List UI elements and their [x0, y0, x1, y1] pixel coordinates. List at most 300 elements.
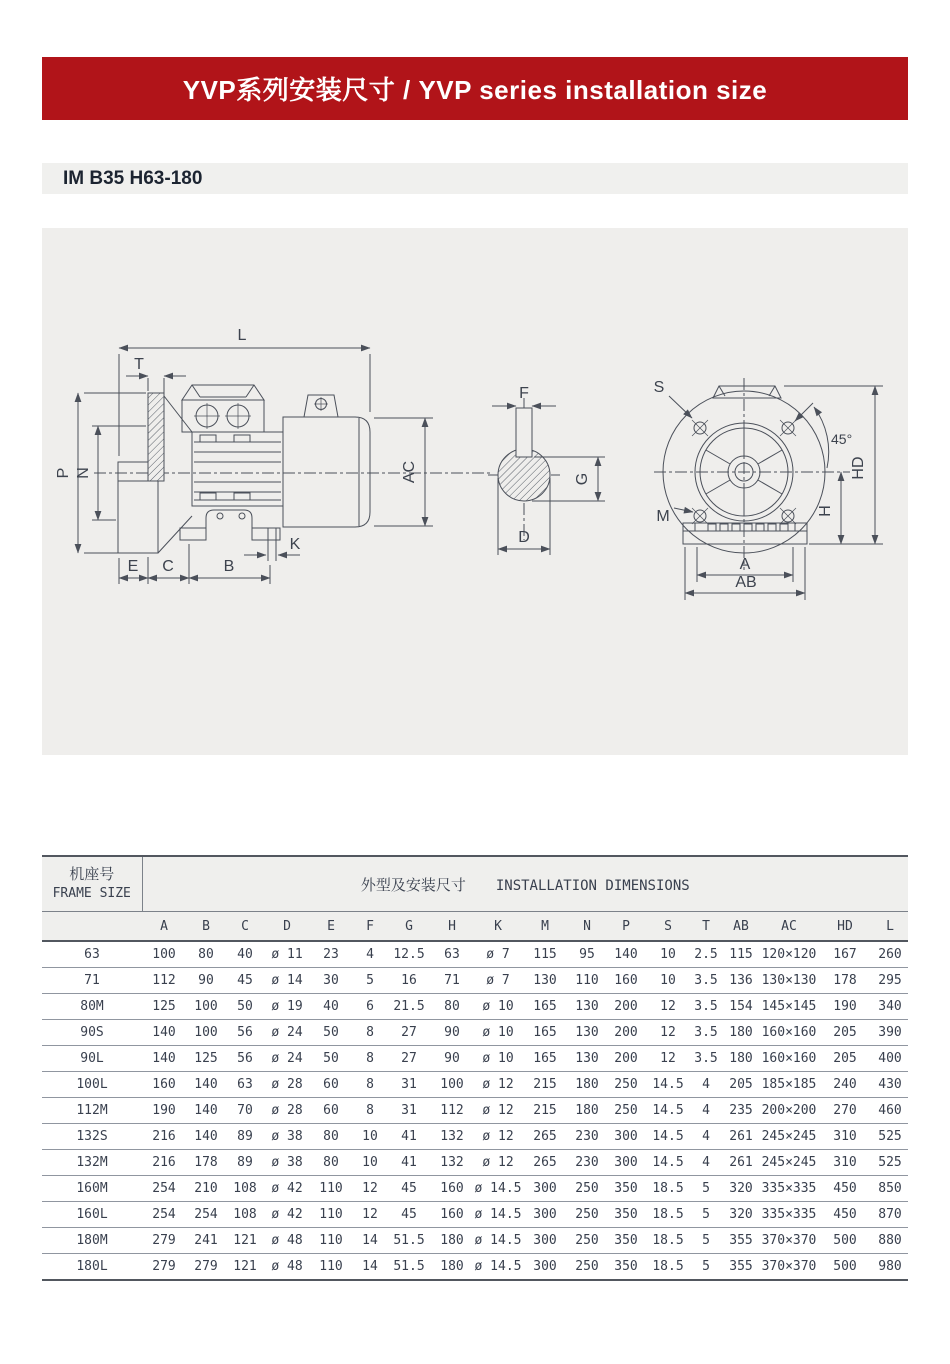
dimension-cell: 125: [142, 994, 186, 1020]
dimension-cell: 8: [352, 1046, 388, 1072]
shaft: [118, 462, 148, 481]
dim-label-a: A: [739, 556, 751, 573]
dimension-cell: 130: [568, 1020, 606, 1046]
frame-size-cell: 71: [42, 968, 142, 994]
dimension-cell: 190: [818, 994, 872, 1020]
table-body: [42, 941, 908, 1280]
dimension-cell: 90: [430, 1020, 474, 1046]
dimension-cell: 23: [310, 941, 352, 968]
column-header-k: K: [474, 912, 522, 942]
dimension-cell: 261: [722, 1150, 760, 1176]
dimension-cell: ø 28: [264, 1072, 310, 1098]
dimension-cell: 160: [142, 1072, 186, 1098]
dimension-cell: 310: [818, 1150, 872, 1176]
dimension-cell: 12: [646, 1020, 690, 1046]
dimension-cell: 165: [522, 994, 568, 1020]
dim-label-hd: HD: [850, 456, 867, 480]
dimension-cell: 230: [568, 1124, 606, 1150]
dimension-cell: 110: [310, 1254, 352, 1281]
dimension-cell: 190: [142, 1098, 186, 1124]
dimension-cell: 350: [606, 1176, 646, 1202]
dimension-cell: 260: [872, 941, 908, 968]
column-letters-row: [42, 912, 908, 942]
dimension-cell: 80: [310, 1150, 352, 1176]
dim-label-p: P: [55, 467, 72, 479]
dimension-cell: ø 42: [264, 1202, 310, 1228]
dimension-cell: ø 12: [474, 1150, 522, 1176]
dimension-cell: ø 11: [264, 941, 310, 968]
dimension-cell: 241: [186, 1228, 226, 1254]
dimension-cell: 18.5: [646, 1202, 690, 1228]
table-row: [42, 1124, 908, 1150]
dimension-cell: 370×370: [760, 1228, 818, 1254]
frame-size-spacer: [42, 912, 142, 942]
dimension-cell: ø 19: [264, 994, 310, 1020]
dimension-cell: 5: [690, 1176, 722, 1202]
dimension-cell: 112: [142, 968, 186, 994]
dimension-cell: 350: [606, 1254, 646, 1281]
column-header-l: L: [872, 912, 908, 942]
dimension-cell: 6: [352, 994, 388, 1020]
dimension-cell: 21.5: [388, 994, 430, 1020]
dimension-cell: 60: [310, 1098, 352, 1124]
column-header-ab: AB: [722, 912, 760, 942]
column-header-e: E: [310, 912, 352, 942]
dimension-cell: 165: [522, 1046, 568, 1072]
front-view: [654, 378, 883, 600]
dimension-cell: 200×200: [760, 1098, 818, 1124]
dimension-cell: 265: [522, 1124, 568, 1150]
dimension-cell: 880: [872, 1228, 908, 1254]
dimension-cell: 450: [818, 1176, 872, 1202]
dimension-cell: 300: [522, 1254, 568, 1281]
dimension-cell: 16: [388, 968, 430, 994]
table-row: [42, 1150, 908, 1176]
dimension-cell: 63: [226, 1072, 264, 1098]
dimension-cell: 12: [352, 1202, 388, 1228]
dimension-cell: 51.5: [388, 1254, 430, 1281]
dimension-cell: 140: [142, 1020, 186, 1046]
table-row: [42, 1254, 908, 1281]
dimension-cell: 160×160: [760, 1020, 818, 1046]
column-header-c: C: [226, 912, 264, 942]
dimension-cell: 115: [722, 941, 760, 968]
dimension-cell: 185×185: [760, 1072, 818, 1098]
column-header-s: S: [646, 912, 690, 942]
dimension-cell: 145×145: [760, 994, 818, 1020]
dimension-cell: 80: [430, 994, 474, 1020]
dimension-cell: ø 10: [474, 994, 522, 1020]
dimension-cell: 178: [818, 968, 872, 994]
dimension-cell: 130: [568, 1046, 606, 1072]
dimension-cell: 4: [352, 941, 388, 968]
column-header-a: A: [142, 912, 186, 942]
dimension-cell: 200: [606, 1020, 646, 1046]
dimension-cell: 165: [522, 1020, 568, 1046]
dimension-cell: 180: [722, 1020, 760, 1046]
dimension-cell: 4: [690, 1124, 722, 1150]
column-header-h: H: [430, 912, 474, 942]
dim-label-d: D: [518, 529, 530, 546]
page-title: YVP系列安装尺寸 / YVP series installation size: [182, 75, 768, 105]
dim-label-n: N: [75, 467, 92, 479]
dimension-cell: ø 14.5: [474, 1202, 522, 1228]
dimension-cell: 215: [522, 1098, 568, 1124]
dimension-cell: 160: [430, 1202, 474, 1228]
dim-label-s: S: [653, 379, 665, 396]
dimension-cell: 850: [872, 1176, 908, 1202]
dimension-cell: 89: [226, 1150, 264, 1176]
dimension-cell: 100: [186, 994, 226, 1020]
column-header-p: P: [606, 912, 646, 942]
front-foot: [180, 528, 206, 540]
table-row: [42, 968, 908, 994]
frame-size-cell: 100L: [42, 1072, 142, 1098]
dimension-cell: 350: [606, 1228, 646, 1254]
dimension-cell: 200: [606, 1046, 646, 1072]
dimension-cell: 80: [186, 941, 226, 968]
frame-size-cell: 63: [42, 941, 142, 968]
dimension-cell: 4: [690, 1098, 722, 1124]
dimension-cell: 525: [872, 1150, 908, 1176]
dimension-cell: 180: [722, 1046, 760, 1072]
dimension-cell: 4: [690, 1072, 722, 1098]
dimension-cell: 18.5: [646, 1176, 690, 1202]
dimension-cell: ø 14.5: [474, 1228, 522, 1254]
frame-size-header-zh: 机座号: [69, 866, 115, 883]
dimension-cell: ø 14.5: [474, 1176, 522, 1202]
dimension-cell: 3.5: [690, 968, 722, 994]
page-title-banner: [42, 57, 908, 120]
dimension-cell: 10: [646, 941, 690, 968]
dimension-cell: 279: [142, 1228, 186, 1254]
dimension-cell: 240: [818, 1072, 872, 1098]
dimension-cell: 5: [690, 1228, 722, 1254]
dimension-cell: 27: [388, 1046, 430, 1072]
dimension-cell: 254: [142, 1202, 186, 1228]
dimension-cell: 160: [430, 1176, 474, 1202]
dimension-cell: 110: [310, 1202, 352, 1228]
dimension-cell: 250: [606, 1072, 646, 1098]
dimension-cell: 140: [186, 1072, 226, 1098]
dim-label-e: E: [127, 558, 139, 575]
dimension-cell: 10: [646, 968, 690, 994]
dimension-cell: 140: [142, 1046, 186, 1072]
frame-size-cell: 180L: [42, 1254, 142, 1281]
side-view: [55, 327, 490, 584]
dimensions-header-en: INSTALLATION DIMENSIONS: [495, 877, 690, 894]
dimension-cell: 100: [186, 1020, 226, 1046]
dimension-cell: 140: [606, 941, 646, 968]
dimensions-table: [42, 855, 908, 1281]
dimension-cell: 279: [142, 1254, 186, 1281]
column-header-b: B: [186, 912, 226, 942]
dimension-cell: 14.5: [646, 1124, 690, 1150]
dimension-cell: ø 12: [474, 1124, 522, 1150]
dimension-cell: 400: [872, 1046, 908, 1072]
dimension-cell: 45: [226, 968, 264, 994]
dimension-cell: 279: [186, 1254, 226, 1281]
dim-label-f: F: [519, 385, 529, 402]
dim-label-c: C: [162, 558, 174, 575]
dimension-cell: 310: [818, 1124, 872, 1150]
dimension-cell: 245×245: [760, 1150, 818, 1176]
dimension-cell: 250: [606, 1098, 646, 1124]
dimension-cell: 300: [522, 1176, 568, 1202]
dim-label-angle: 45°: [831, 431, 853, 447]
dimension-cell: 112: [430, 1098, 474, 1124]
dim-label-g: G: [574, 472, 591, 486]
frame-size-cell: 132S: [42, 1124, 142, 1150]
dimension-cell: 115: [522, 941, 568, 968]
dimension-cell: 430: [872, 1072, 908, 1098]
dimension-cell: 30: [310, 968, 352, 994]
dimension-cell: 8: [352, 1072, 388, 1098]
dimension-cell: ø 12: [474, 1072, 522, 1098]
dimension-cell: 31: [388, 1098, 430, 1124]
dimension-cell: 167: [818, 941, 872, 968]
frame-size-cell: 160L: [42, 1202, 142, 1228]
dimension-cell: 31: [388, 1072, 430, 1098]
dimension-cell: 390: [872, 1020, 908, 1046]
dimension-cell: 320: [722, 1202, 760, 1228]
dimensions-header-zh: 外型及安装尺寸: [360, 876, 466, 894]
table-row: [42, 1176, 908, 1202]
dimension-cell: 320: [722, 1176, 760, 1202]
dimension-cell: 210: [186, 1176, 226, 1202]
column-header-hd: HD: [818, 912, 872, 942]
frame-size-cell: 160M: [42, 1176, 142, 1202]
dimension-cell: 8: [352, 1098, 388, 1124]
dimension-cell: 110: [310, 1176, 352, 1202]
dimension-cell: 216: [142, 1124, 186, 1150]
dimension-cell: 3.5: [690, 1046, 722, 1072]
terminal-box-front: [713, 386, 781, 398]
dimension-cell: 5: [690, 1202, 722, 1228]
dimension-cell: 12: [646, 1046, 690, 1072]
dimension-cell: 340: [872, 994, 908, 1020]
dim-label-ac: AC: [401, 460, 418, 484]
dimensions-header: [142, 856, 908, 912]
table-row: [42, 1098, 908, 1124]
dimension-cell: ø 38: [264, 1124, 310, 1150]
dimension-cell: 335×335: [760, 1176, 818, 1202]
dimension-cell: ø 14: [264, 968, 310, 994]
dimension-cell: 132: [430, 1150, 474, 1176]
table-row: [42, 1020, 908, 1046]
dimension-cell: 14: [352, 1228, 388, 1254]
dimension-cell: 130: [522, 968, 568, 994]
dimension-cell: 250: [568, 1176, 606, 1202]
dimension-cell: 250: [568, 1228, 606, 1254]
dim-label-b: B: [223, 558, 235, 575]
dimension-cell: 140: [186, 1124, 226, 1150]
dimension-cell: ø 48: [264, 1254, 310, 1281]
dimension-cell: 180: [430, 1228, 474, 1254]
motor-body: [192, 432, 283, 506]
column-header-n: N: [568, 912, 606, 942]
dimension-cell: 160: [606, 968, 646, 994]
dimension-cell: ø 24: [264, 1020, 310, 1046]
frame-size-cell: 90L: [42, 1046, 142, 1072]
dimension-cell: 108: [226, 1176, 264, 1202]
dimension-cell: 63: [430, 941, 474, 968]
dimension-cell: 300: [606, 1124, 646, 1150]
table-row: [42, 1202, 908, 1228]
dimension-cell: 180: [430, 1254, 474, 1281]
dim-label-m: M: [656, 508, 670, 525]
dimension-cell: 132: [430, 1124, 474, 1150]
dimension-cell: 40: [226, 941, 264, 968]
dimension-cell: 980: [872, 1254, 908, 1281]
dimension-cell: 235: [722, 1098, 760, 1124]
dimension-cell: 216: [142, 1150, 186, 1176]
dimension-cell: 500: [818, 1254, 872, 1281]
dim-label-t: T: [134, 356, 144, 373]
dimension-cell: ø 10: [474, 1046, 522, 1072]
dimension-cell: 50: [226, 994, 264, 1020]
model-range-label: IM B35 H63-180: [63, 167, 203, 189]
column-header-t: T: [690, 912, 722, 942]
dimension-cell: ø 7: [474, 968, 522, 994]
model-range-bar: [42, 163, 908, 194]
dimension-cell: 110: [310, 1228, 352, 1254]
column-header-f: F: [352, 912, 388, 942]
dimension-cell: 261: [722, 1124, 760, 1150]
frame-size-header-en: FRAME SIZE: [52, 886, 131, 901]
shaft-section-view: [488, 385, 605, 555]
dim-label-ab: AB: [735, 574, 757, 591]
dimension-cell: 270: [818, 1098, 872, 1124]
frame-size-cell: 112M: [42, 1098, 142, 1124]
table-row: [42, 1072, 908, 1098]
dimension-cell: 5: [352, 968, 388, 994]
dimension-cell: 130×130: [760, 968, 818, 994]
frame-size-cell: 80M: [42, 994, 142, 1020]
flange-bell-lower: [118, 481, 158, 553]
dimension-cell: ø 48: [264, 1228, 310, 1254]
dimension-cell: 154: [722, 994, 760, 1020]
table-row: [42, 941, 908, 968]
dimension-cell: 300: [606, 1150, 646, 1176]
dimension-cell: 14: [352, 1254, 388, 1281]
table-row: [42, 994, 908, 1020]
dimension-cell: 250: [568, 1254, 606, 1281]
flange-section: [148, 393, 164, 481]
dimension-cell: 215: [522, 1072, 568, 1098]
dimension-cell: ø 28: [264, 1098, 310, 1124]
technical-drawing-panel: [42, 228, 908, 755]
column-header-d: D: [264, 912, 310, 942]
dimension-cell: 100: [430, 1072, 474, 1098]
dimension-cell: ø 10: [474, 1020, 522, 1046]
dimension-cell: 89: [226, 1124, 264, 1150]
dimension-cell: 71: [430, 968, 474, 994]
dimension-cell: ø 42: [264, 1176, 310, 1202]
dimension-cell: 2.5: [690, 941, 722, 968]
dimension-cell: 355: [722, 1254, 760, 1281]
dimension-cell: 121: [226, 1228, 264, 1254]
column-header-m: M: [522, 912, 568, 942]
dimension-cell: 200: [606, 994, 646, 1020]
dimension-cell: 335×335: [760, 1202, 818, 1228]
dimension-cell: 90: [430, 1046, 474, 1072]
dimension-cell: 41: [388, 1150, 430, 1176]
column-header-g: G: [388, 912, 430, 942]
dimension-cell: 130: [568, 994, 606, 1020]
dimension-cell: 10: [352, 1150, 388, 1176]
dimension-cell: 12: [352, 1176, 388, 1202]
dim-label-k: K: [289, 536, 301, 553]
column-header-ac: AC: [760, 912, 818, 942]
dimension-cell: 370×370: [760, 1254, 818, 1281]
dimension-cell: 50: [310, 1046, 352, 1072]
dimension-cell: 56: [226, 1020, 264, 1046]
dimension-cell: 45: [388, 1202, 430, 1228]
dimension-cell: 205: [722, 1072, 760, 1098]
dimension-cell: 450: [818, 1202, 872, 1228]
dimension-cell: 8: [352, 1020, 388, 1046]
dimension-cell: 27: [388, 1020, 430, 1046]
installation-drawing: [42, 228, 908, 755]
dimension-cell: 40: [310, 994, 352, 1020]
dimension-cell: 350: [606, 1202, 646, 1228]
frame-size-cell: 132M: [42, 1150, 142, 1176]
dimension-cell: 265: [522, 1150, 568, 1176]
dimension-cell: 355: [722, 1228, 760, 1254]
dimension-cell: 12: [646, 994, 690, 1020]
dimension-cell: 51.5: [388, 1228, 430, 1254]
dimension-cell: 525: [872, 1124, 908, 1150]
dimension-cell: ø 12: [474, 1098, 522, 1124]
page: [42, 57, 908, 1281]
dimension-cell: 41: [388, 1124, 430, 1150]
shaft-key: [516, 408, 532, 457]
dimension-cell: 12.5: [388, 941, 430, 968]
frame-size-header: [42, 856, 142, 912]
dimension-cell: 870: [872, 1202, 908, 1228]
dimension-cell: 110: [568, 968, 606, 994]
dimension-cell: 3.5: [690, 994, 722, 1020]
dimension-cell: 5: [690, 1254, 722, 1281]
dimension-cell: 4: [690, 1150, 722, 1176]
dimension-cell: 80: [310, 1124, 352, 1150]
dimension-cell: 500: [818, 1228, 872, 1254]
dim-label-l: L: [237, 327, 247, 344]
dimension-cell: 60: [310, 1072, 352, 1098]
dimension-cell: 121: [226, 1254, 264, 1281]
dimension-cell: 3.5: [690, 1020, 722, 1046]
dimension-cell: ø 24: [264, 1046, 310, 1072]
dimension-cell: 125: [186, 1046, 226, 1072]
dimension-cell: 460: [872, 1098, 908, 1124]
dimension-cell: 108: [226, 1202, 264, 1228]
dimension-cell: 205: [818, 1020, 872, 1046]
dimension-cell: 18.5: [646, 1228, 690, 1254]
dimension-cell: 136: [722, 968, 760, 994]
dimension-cell: 300: [522, 1228, 568, 1254]
dimension-cell: 14.5: [646, 1098, 690, 1124]
dimension-cell: 180: [568, 1098, 606, 1124]
dimension-cell: 140: [186, 1098, 226, 1124]
dimension-cell: 120×120: [760, 941, 818, 968]
dimension-cell: 10: [352, 1124, 388, 1150]
dimension-cell: 180: [568, 1072, 606, 1098]
dimension-cell: 50: [310, 1020, 352, 1046]
dimension-cell: 254: [186, 1202, 226, 1228]
dimension-cell: 70: [226, 1098, 264, 1124]
dimension-cell: 205: [818, 1046, 872, 1072]
